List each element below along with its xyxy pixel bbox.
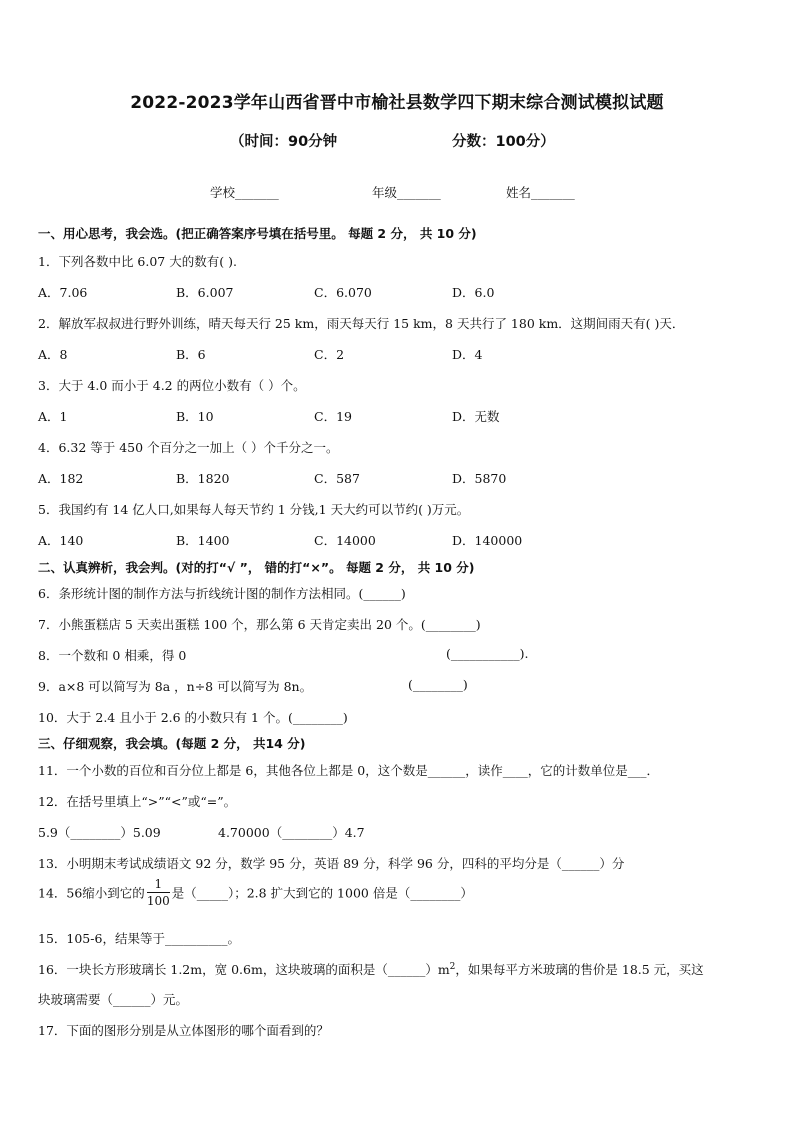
- name-field[interactable]: 姓名_______: [506, 185, 575, 200]
- q16-unit-superscript: 2: [449, 961, 456, 972]
- q1-option-d: D．6.0: [452, 285, 495, 300]
- q4-option-a: A．182: [38, 471, 84, 486]
- exam-score: 分数：100分）: [452, 134, 555, 150]
- q12-compare-a: 5.9（________）5.09: [38, 825, 161, 840]
- question-16-continued: 块玻璃需要（______）元。: [38, 992, 189, 1007]
- q5-option-b: B．1400: [176, 533, 230, 548]
- q14-prefix: 14．56缩小到它的: [38, 885, 145, 901]
- q5-option-a: A．140: [38, 533, 84, 548]
- question-17: 17．下面的图形分别是从立体图形的哪个面看到的？: [38, 1023, 329, 1038]
- question-8: 8．一个数和 0 相乘，得 0: [38, 648, 187, 663]
- q1-option-b: B．6.007: [176, 285, 234, 300]
- q14-fraction-denominator: 100: [146, 894, 170, 908]
- q2-option-c: C．2: [314, 347, 345, 362]
- q3-option-c: C．19: [314, 409, 352, 424]
- question-5: 5．我国约有 14 亿人口,如果每人每天节约 1 分钱,1 天大约可以节约( )万元。: [38, 502, 470, 517]
- question-10: 10．大于 2.4 且小于 2.6 的小数只有 1 个。(________): [38, 710, 348, 725]
- q5-option-c: C．14000: [314, 533, 376, 548]
- q4-option-d: D．5870: [452, 471, 507, 486]
- question-14: [38, 878, 473, 907]
- q2-option-a: A．8: [38, 347, 68, 362]
- question-2: 2．解放军叔叔进行野外训练，晴天每天行 25 km，雨天每天行 15 km，8 天共行了 180 km．这期间雨天有( )天．: [38, 316, 685, 331]
- q1-option-c: C．6.070: [314, 285, 372, 300]
- section-2-heading: 二、认真辨析，我会判。(对的打“√ ”， 错的打“×”。 每题 2 分， 共 10 分): [38, 560, 475, 575]
- question-16: [38, 960, 704, 978]
- section-1-heading: 一、用心思考，我会选。(把正确答案序号填在括号里。 每题 2 分， 共 10 分): [38, 226, 477, 241]
- grade-field[interactable]: 年级_______: [372, 185, 441, 200]
- section-3-heading: 三、仔细观察，我会填。(每题 2 分， 共14 分): [38, 736, 306, 751]
- q8-answer-blank[interactable]: (___________).: [446, 646, 529, 661]
- q4-option-c: C．587: [314, 471, 360, 486]
- q14-suffix: 是（_____）；2.8 扩大到它的 1000 倍是（________）: [171, 885, 473, 901]
- question-11: 11．一个小数的百位和百分位上都是 6，其他各位上都是 0，这个数是______，读作____，它的计数单位是___．: [38, 763, 660, 778]
- q14-fraction: [147, 878, 170, 907]
- exam-time: （时间：90分钟: [230, 134, 338, 150]
- q9-answer-blank[interactable]: (________): [408, 677, 468, 692]
- q16-text-a: 16．一块长方形玻璃长 1.2m，宽 0.6m，这块玻璃的面积是（______）m: [38, 962, 450, 977]
- q3-option-a: A．1: [38, 409, 68, 424]
- q4-option-b: B．1820: [176, 471, 230, 486]
- q1-option-a: A．7.06: [38, 285, 88, 300]
- page-title: 2022-2023学年山西省晋中市榆社县数学四下期末综合测试模拟试题: [130, 93, 664, 113]
- question-7: 7．小熊蛋糕店 5 天卖出蛋糕 100 个，那么第 6 天肯定卖出 20 个。(________): [38, 617, 481, 632]
- q16-text-b: ，如果每平方米玻璃的售价是 18.5 元，买这: [455, 962, 704, 977]
- question-1: 1．下列各数中比 6.07 大的数有( ).: [38, 254, 237, 269]
- question-3: 3．大于 4.0 而小于 4.2 的两位小数有（ ）个。: [38, 378, 306, 393]
- question-6: 6．条形统计图的制作方法与折线统计图的制作方法相同。(______): [38, 586, 406, 601]
- q3-option-b: B．10: [176, 409, 214, 424]
- q3-option-d: D．无数: [452, 409, 500, 424]
- school-field[interactable]: 学校_______: [210, 185, 279, 200]
- question-12: 12．在括号里填上“>”“<”或“=”。: [38, 794, 237, 809]
- q12-compare-b: 4.70000（________）4.7: [218, 825, 365, 840]
- question-13: 13．小明期末考试成绩语文 92 分，数学 95 分，英语 89 分，科学 96 分，四科的平均分是（______）分: [38, 856, 625, 871]
- q14-fraction-numerator: 1: [147, 878, 170, 893]
- q2-option-b: B．6: [176, 347, 206, 362]
- q2-option-d: D．4: [452, 347, 483, 362]
- q5-option-d: D．140000: [452, 533, 523, 548]
- question-4: 4．6.32 等于 450 个百分之一加上（ ）个千分之一。: [38, 440, 339, 455]
- question-15: 15．105-6，结果等于__________。: [38, 931, 240, 946]
- question-9: 9．a×8 可以简写为 8a ，n÷8 可以简写为 8n。: [38, 679, 313, 694]
